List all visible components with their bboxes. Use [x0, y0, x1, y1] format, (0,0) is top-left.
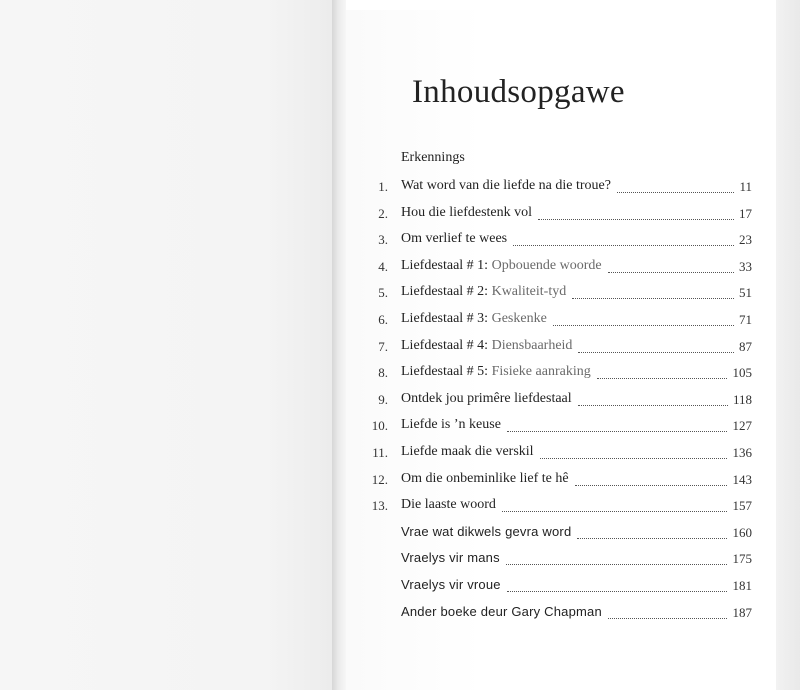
chapter-title-main: Liefdestaal # 1:: [401, 258, 492, 273]
chapter-title-main: Vrae wat dikwels gevra word: [401, 524, 572, 539]
toc-entry: [360, 364, 752, 384]
page-number: 11: [739, 179, 752, 194]
page-number: 17: [739, 206, 752, 221]
chapter-title-main: Liefdestaal # 2:: [401, 284, 492, 299]
dot-leader: [608, 618, 727, 619]
chapter-title: [401, 205, 532, 221]
chapter-number: 4.: [378, 259, 388, 274]
chapter-title-main: Om verlief te wees: [401, 231, 508, 246]
dot-leader: [540, 458, 727, 459]
page-number: 187: [732, 605, 752, 620]
chapter-number: 2.: [378, 206, 388, 221]
page-number: 118: [732, 392, 752, 407]
chapter-title: [401, 577, 501, 592]
chapter-title-subtitle: Fisieke aanraking: [491, 364, 591, 379]
page-number: 127: [732, 418, 752, 433]
toc-extra-entry: [360, 524, 752, 544]
page-title: Inhoudsopgawe: [412, 74, 625, 110]
chapter-title-main: Liefdestaal # 3:: [401, 311, 492, 326]
chapter-title-main: Vraelys vir vroue: [401, 577, 501, 592]
dot-leader: [578, 405, 728, 406]
chapter-number: 8.: [378, 365, 388, 380]
chapter-number: 12.: [371, 472, 388, 487]
page-number: 143: [732, 472, 752, 487]
chapter-number: 9.: [378, 392, 388, 407]
toc-entry: [360, 391, 752, 411]
book-gutter: [332, 0, 346, 690]
dot-leader: [553, 325, 734, 326]
page-number: 105: [732, 365, 752, 380]
chapter-title: [401, 604, 602, 619]
chapter-title-subtitle: Kwaliteit-tyd: [491, 284, 567, 299]
dot-leader: [572, 298, 734, 299]
dot-leader: [506, 564, 727, 565]
dot-leader: [575, 485, 727, 486]
chapter-title-main: Liefde is ’n keuse: [401, 417, 501, 432]
page-number: 175: [732, 551, 752, 566]
dot-leader: [507, 591, 727, 592]
dot-leader: [502, 511, 727, 512]
chapter-title-subtitle: Geskenke: [491, 311, 547, 326]
chapter-number: 1.: [378, 179, 388, 194]
chapter-title: [401, 231, 507, 247]
toc-extra-entry: [360, 604, 752, 624]
chapter-title-main: Ander boeke deur Gary Chapman: [401, 604, 602, 619]
toc-entry: [360, 497, 752, 517]
page-number: 157: [732, 498, 752, 513]
chapter-number: 6.: [378, 312, 388, 327]
toc-entry: [360, 178, 752, 198]
chapter-number: 10.: [371, 418, 388, 433]
chapter-title: [401, 391, 572, 407]
dot-leader: [578, 352, 734, 353]
chapter-title: [401, 497, 496, 513]
page-number: 33: [739, 259, 752, 274]
toc-entry: [360, 284, 752, 304]
dot-leader: [617, 192, 734, 193]
toc-entry: [360, 231, 752, 251]
toc-entry: [360, 444, 752, 464]
dot-leader: [507, 431, 727, 432]
dot-leader: [577, 538, 727, 539]
page-number: 87: [739, 339, 752, 354]
page-number: 181: [732, 578, 752, 593]
page-number: 23: [739, 232, 752, 247]
chapter-title-main: Liefdestaal # 5:: [401, 364, 492, 379]
chapter-number: 5.: [378, 285, 388, 300]
page-top-margin: [346, 0, 776, 10]
chapter-title-main: Die laaste woord: [401, 497, 496, 512]
chapter-number: 3.: [378, 232, 388, 247]
chapter-title: [401, 364, 591, 380]
dot-leader: [597, 378, 727, 379]
chapter-title: [401, 417, 501, 433]
acknowledgements-entry: Erkennings: [401, 150, 465, 165]
chapter-title-main: Wat word van die liefde na die troue?: [401, 178, 611, 193]
toc-entry: [360, 205, 752, 225]
chapter-title: [401, 178, 611, 194]
page-number: 136: [732, 445, 752, 460]
page-number: 71: [739, 312, 752, 327]
chapter-title: [401, 471, 569, 487]
chapter-title: [401, 550, 500, 565]
page-number: 160: [732, 525, 752, 540]
page-edge: [776, 0, 800, 690]
toc-entry: [360, 471, 752, 491]
chapter-title-main: Liefdestaal # 4:: [401, 338, 492, 353]
chapter-title: [401, 311, 547, 327]
dot-leader: [608, 272, 734, 273]
chapter-title-main: Liefde maak die verskil: [401, 444, 534, 459]
page-number: 51: [739, 285, 752, 300]
toc-entry: [360, 311, 752, 331]
chapter-title-main: Om die onbeminlike lief te hê: [401, 471, 569, 486]
chapter-title-subtitle: Opbouende woorde: [491, 258, 602, 273]
chapter-number: 7.: [378, 339, 388, 354]
left-page-blank: [0, 0, 332, 690]
chapter-title-main: Vraelys vir mans: [401, 550, 500, 565]
toc-extra-entry: [360, 577, 752, 597]
chapter-title: [401, 444, 534, 460]
chapter-title-subtitle: Diensbaarheid: [491, 338, 573, 353]
chapter-title: [401, 338, 572, 354]
dot-leader: [538, 219, 734, 220]
toc-extra-entry: [360, 550, 752, 570]
chapter-title: [401, 258, 602, 274]
chapter-title: [401, 524, 571, 539]
toc-entry: [360, 338, 752, 358]
chapter-number: 13.: [371, 498, 388, 513]
chapter-title-main: Hou die liefdestenk vol: [401, 205, 533, 220]
chapter-number: 11.: [372, 445, 388, 460]
chapter-title-main: Ontdek jou primêre liefdestaal: [401, 391, 572, 406]
chapter-title: [401, 284, 566, 300]
toc-entry: [360, 417, 752, 437]
dot-leader: [513, 245, 734, 246]
toc-entry: [360, 258, 752, 278]
